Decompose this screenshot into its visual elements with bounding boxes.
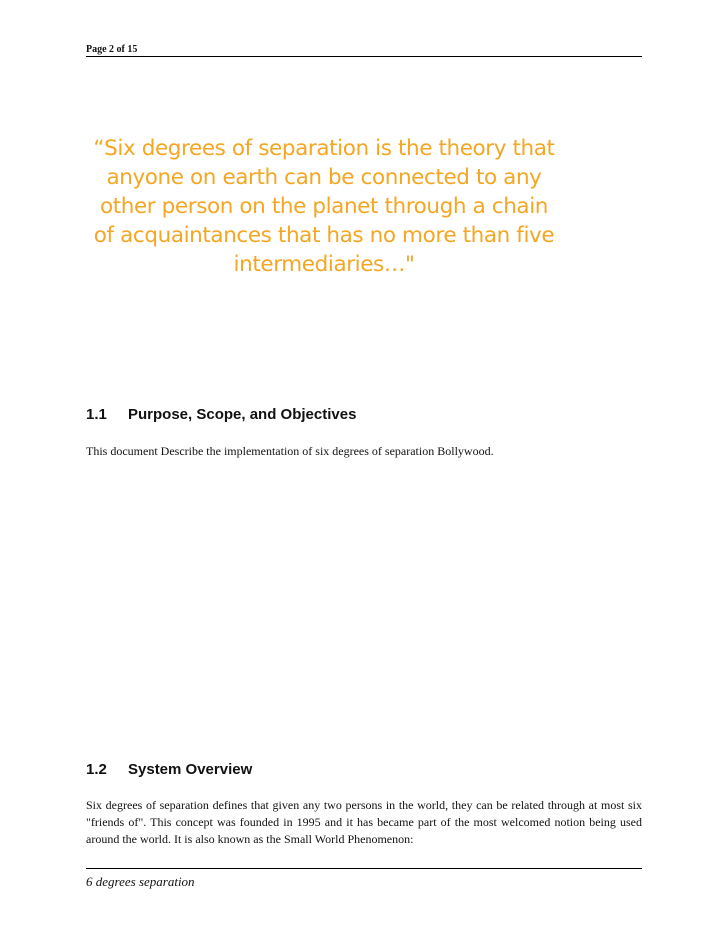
- section-title: System Overview: [128, 761, 253, 778]
- quote-line: other person on the planet through a chain: [99, 194, 549, 219]
- quote-line: “Six degrees of separation is the theory that: [93, 136, 555, 161]
- section-title: Purpose, Scope, and Objectives: [128, 406, 357, 423]
- quote-image: [84, 134, 564, 279]
- section-number: 1.2: [86, 761, 107, 778]
- page-header: Page 2 of 15: [86, 44, 138, 55]
- quote-line: anyone on earth can be connected to any: [106, 165, 542, 190]
- section-heading-purpose: [86, 406, 356, 423]
- section-number: 1.1: [86, 406, 107, 423]
- section-heading-system-overview: [86, 761, 252, 778]
- quote-line: intermediaries…": [233, 252, 415, 277]
- section-paragraph-system-overview: Six degrees of separation defines that given any two persons in the world, they can be related through at most six "friends of". This concept was founded in 1995 and it has became part of the most welcomed notion being used around the world. It is also known as the Small World Phenomenon:: [86, 798, 642, 846]
- page-footer: 6 degrees separation: [86, 874, 195, 889]
- quote-line: of acquaintances that has no more than five: [93, 223, 555, 248]
- section-paragraph-purpose: This document Describe the implementation of six degrees of separation Bollywood.: [86, 444, 494, 458]
- header-divider: [86, 56, 642, 57]
- footer-divider: [86, 868, 642, 869]
